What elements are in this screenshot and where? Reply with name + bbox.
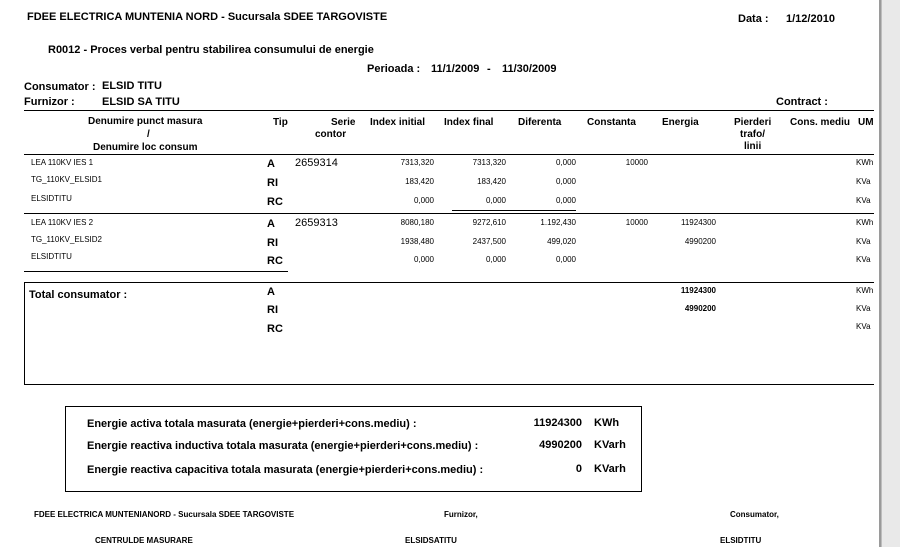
summary-inductive-label: Energie reactiva inductiva totala masurata (energie+pierderi+cons.mediu) : bbox=[87, 440, 479, 452]
group-1-ri-diferenta: 0,000 bbox=[555, 177, 576, 186]
group-1-tip-a: A bbox=[267, 158, 275, 170]
group-1-name-1: LEA 110KV IES 1 bbox=[31, 158, 94, 167]
col-pierderi-1: Pierderi bbox=[734, 117, 772, 128]
company-name: FDEE ELECTRICA MUNTENIA NORD - Sucursala SDEE TARGOVISTE bbox=[27, 11, 388, 23]
report-title: R0012 - Proces verbal pentru stabilirea consumului de energie bbox=[48, 44, 374, 56]
group-1-subrule bbox=[452, 210, 576, 211]
date-value: 1/12/2010 bbox=[786, 13, 835, 25]
group-2-serie: 2659313 bbox=[295, 217, 338, 229]
summary-active-value: 11924300 bbox=[533, 417, 582, 429]
col-cons-mediu: Cons. mediu bbox=[790, 117, 851, 128]
group-1-tip-rc: RC bbox=[267, 196, 283, 208]
date-label: Data : bbox=[738, 13, 769, 25]
summary-capacitive-label: Energie reactiva capacitiva totala masurata (energie+pierderi+cons.mediu) : bbox=[87, 464, 484, 476]
col-um: UM bbox=[858, 117, 874, 128]
group-1-tip-ri: RI bbox=[267, 177, 278, 189]
total-a-um: KWh bbox=[856, 286, 874, 295]
group-1-ri-um: KVa bbox=[856, 177, 871, 186]
group-1-rc-um: KVa bbox=[856, 196, 871, 205]
col-serie-2: contor bbox=[315, 129, 347, 140]
group-1-ri-index-initial: 183,420 bbox=[405, 177, 434, 186]
group-2-name-1: LEA 110KV IES 2 bbox=[31, 218, 94, 227]
group-separator bbox=[24, 213, 874, 214]
group-2-a-energia: 11924300 bbox=[681, 218, 716, 227]
col-energia: Energia bbox=[662, 117, 699, 128]
period-label: Perioada : bbox=[367, 63, 421, 75]
group-2-a-diferenta: 1.192,430 bbox=[540, 218, 576, 227]
group-2-ri-diferenta: 499,020 bbox=[547, 237, 576, 246]
col-index-final: Index final bbox=[444, 117, 494, 128]
group-1-a-diferenta: 0,000 bbox=[555, 158, 576, 167]
group-2-rc-um: KVa bbox=[856, 255, 871, 264]
contract-label: Contract : bbox=[776, 96, 828, 108]
total-a-energia: 11924300 bbox=[680, 286, 716, 295]
footer-left-bottom: CENTRULDE MASURARE bbox=[95, 536, 193, 545]
col-diferenta: Diferenta bbox=[518, 117, 562, 128]
total-bottom-rule bbox=[24, 384, 874, 385]
group-2-name-3: ELSIDTITU bbox=[31, 252, 72, 261]
group-1-a-index-final: 7313,320 bbox=[472, 158, 506, 167]
total-tip-ri: RI bbox=[267, 304, 278, 316]
group-1-ri-index-final: 183,420 bbox=[477, 177, 506, 186]
group-2-ri-energia: 4990200 bbox=[684, 237, 716, 246]
summary-capacitive-value: 0 bbox=[575, 463, 582, 475]
summary-active-unit: KWh bbox=[594, 417, 620, 429]
footer-middle-bottom: ELSIDSATITU bbox=[405, 536, 457, 545]
group-1-a-um: KWh bbox=[856, 158, 874, 167]
page-edge-frame bbox=[881, 0, 900, 547]
group-2-tip-ri: RI bbox=[267, 237, 278, 249]
summary-inductive-unit: KVarh bbox=[594, 439, 626, 451]
group-2-left-rule bbox=[24, 271, 288, 272]
group-2-rc-diferenta: 0,000 bbox=[555, 255, 576, 264]
table-top-rule bbox=[24, 110, 874, 111]
col-tip: Tip bbox=[273, 117, 288, 128]
footer-right-top: Consumator, bbox=[730, 510, 779, 519]
group-1-a-index-initial: 7313,320 bbox=[400, 158, 434, 167]
total-ri-um: KVa bbox=[856, 304, 871, 313]
total-ri-energia: 4990200 bbox=[684, 304, 716, 313]
total-left-border bbox=[24, 282, 25, 384]
summary-capacitive-unit: KVarh bbox=[594, 463, 626, 475]
col-pierderi-2: trafo/ bbox=[740, 129, 765, 140]
footer-right-bottom: ELSIDTITU bbox=[720, 536, 762, 545]
group-1-name-2: TG_110KV_ELSID1 bbox=[31, 175, 103, 184]
total-top-rule bbox=[24, 282, 874, 283]
total-label: Total consumator : bbox=[29, 289, 128, 301]
group-1-name-3: ELSIDTITU bbox=[31, 194, 72, 203]
consumer-value: ELSID TITU bbox=[102, 80, 162, 92]
group-2-ri-index-initial: 1938,480 bbox=[400, 237, 434, 246]
supplier-value: ELSID SA TITU bbox=[102, 96, 180, 108]
total-tip-a: A bbox=[267, 286, 275, 298]
group-1-rc-index-initial: 0,000 bbox=[413, 196, 434, 205]
supplier-label: Furnizor : bbox=[24, 96, 75, 108]
period-from: 11/1/2009 bbox=[431, 63, 480, 75]
col-constanta: Constanta bbox=[587, 117, 636, 128]
group-2-a-um: KWh bbox=[856, 218, 874, 227]
footer-left-top: FDEE ELECTRICA MUNTENIANORD - Sucursala SDEE TARGOVISTE bbox=[34, 510, 295, 519]
group-2-name-2: TG_110KV_ELSID2 bbox=[31, 235, 103, 244]
group-2-ri-index-final: 2437,500 bbox=[472, 237, 506, 246]
col-denumire-2: / bbox=[147, 129, 150, 140]
group-2-rc-index-final: 0,000 bbox=[485, 255, 506, 264]
group-2-a-constanta: 10000 bbox=[625, 218, 648, 227]
summary-inductive-value: 4990200 bbox=[539, 439, 582, 451]
group-2-a-index-initial: 8080,180 bbox=[400, 218, 434, 227]
footer-middle-top: Furnizor, bbox=[444, 510, 478, 519]
group-1-serie: 2659314 bbox=[295, 157, 338, 169]
group-2-tip-a: A bbox=[267, 218, 275, 230]
group-1-rc-diferenta: 0,000 bbox=[555, 196, 576, 205]
total-rc-um: KVa bbox=[856, 322, 871, 331]
col-pierderi-3: linii bbox=[744, 141, 762, 152]
consumer-label: Consumator : bbox=[24, 81, 96, 93]
group-2-ri-um: KVa bbox=[856, 237, 871, 246]
total-tip-rc: RC bbox=[267, 323, 283, 335]
group-2-tip-rc: RC bbox=[267, 255, 283, 267]
period-to: 11/30/2009 bbox=[502, 63, 557, 75]
group-2-a-index-final: 9272,610 bbox=[472, 218, 506, 227]
table-header-rule bbox=[24, 154, 874, 155]
col-denumire-3: Denumire loc consum bbox=[93, 142, 198, 153]
col-index-initial: Index initial bbox=[370, 117, 426, 128]
group-1-a-constanta: 10000 bbox=[625, 158, 648, 167]
col-serie-1: Serie bbox=[331, 117, 356, 128]
col-denumire-1: Denumire punct masura bbox=[88, 116, 203, 127]
group-2-rc-index-initial: 0,000 bbox=[413, 255, 434, 264]
summary-active-label: Energie activa totala masurata (energie+pierderi+cons.mediu) : bbox=[87, 418, 417, 430]
group-1-rc-index-final: 0,000 bbox=[485, 196, 506, 205]
period-separator: - bbox=[487, 63, 491, 75]
